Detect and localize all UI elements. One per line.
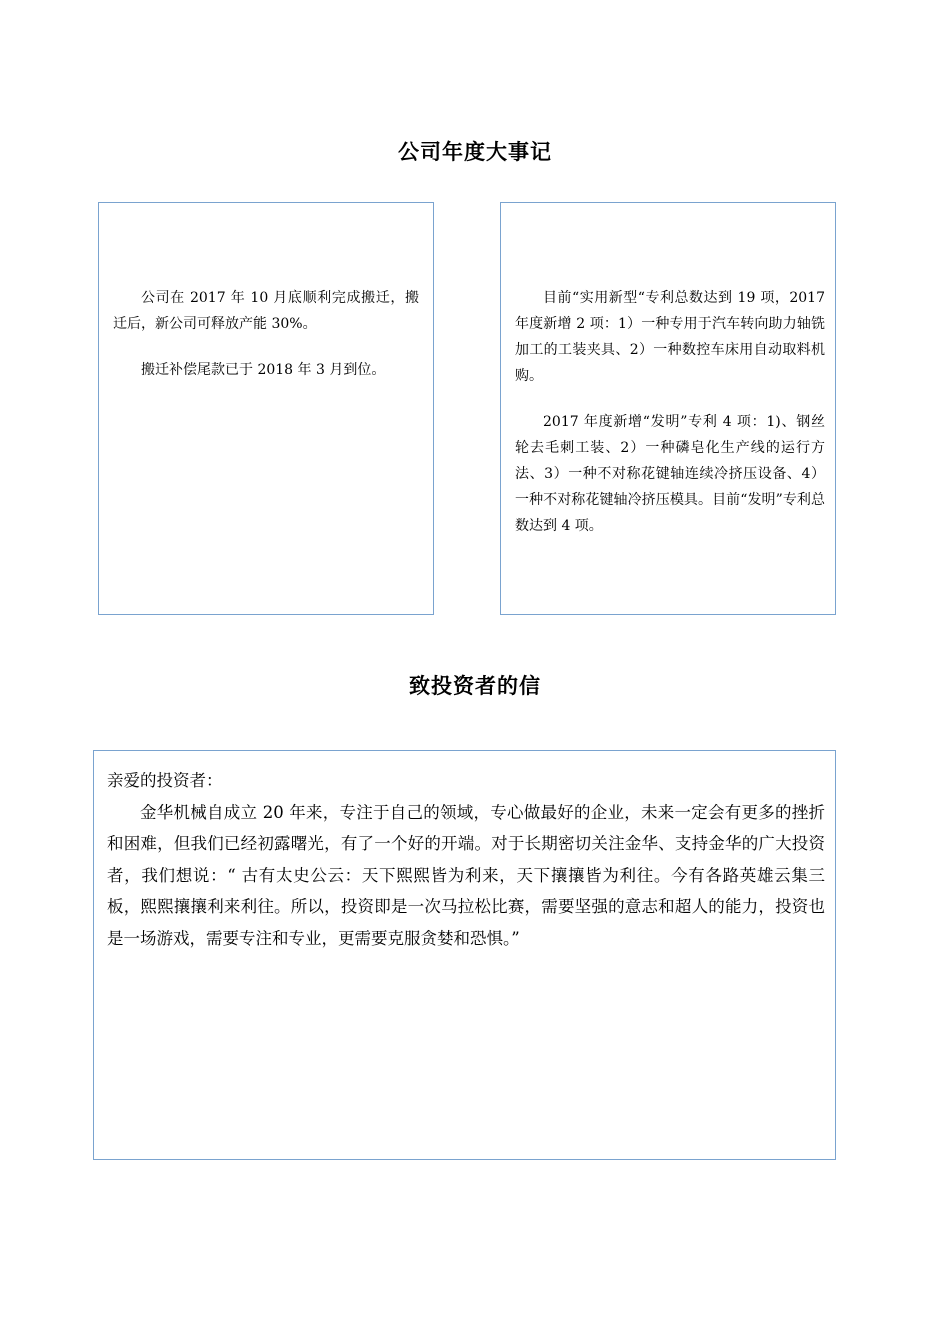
compensation-paragraph: 搬迁补偿尾款已于 2018 年 3 月到位。 (141, 362, 386, 378)
invention-patent-paragraph: 2017 年度新增“发明”专利 4 项：1)、钢丝轮去毛刺工装、2）一种磷皂化生产线的运行方法、3）一种不对称花键轴连续冷挤压设备、4）一种不对称花键轴冷挤压模具。目前“发明”专利总数达到 4 项。 (515, 414, 825, 534)
letter-box (93, 750, 836, 1160)
letter-salutation: 亲爱的投资者： (107, 771, 223, 790)
events-section-title: 公司年度大事记 (398, 140, 552, 164)
events-right-content (515, 285, 825, 539)
letter-content (107, 765, 825, 954)
relocation-paragraph: 公司在 2017 年 10 月底顺利完成搬迁，搬迁后，新公司可释放产能 30%。 (113, 290, 419, 332)
events-right-box (500, 202, 836, 615)
events-left-content (113, 285, 419, 383)
letter-section-title: 致投资者的信 (409, 674, 541, 698)
events-left-box (98, 202, 434, 615)
letter-body: 金华机械自成立 20 年来，专注于自己的领域，专心做最好的企业，未来一定会有更多的挫折和困难，但我们已经初露曙光，有了一个好的开端。对于长期密切关注金华、支持金华的广大投资者，我们想说：“ 古有太史公云：天下熙熙皆为利来，天下攘攘皆为利往。今有各路英雄云集三板，熙熙攘攘利来利往。所以，投资即是一次马拉松比赛，需要坚强的意志和超人的能力，投资也是一场游戏，需要专注和专业，更需要克服贪婪和恐惧。” (107, 802, 825, 948)
utility-patent-paragraph: 目前“实用新型“专利总数达到 19 项，2017 年度新增 2 项：1）一种专用于汽车转向助力轴铣加工的工装夹具、2）一种数控车床用自动取料机购。 (515, 290, 825, 384)
